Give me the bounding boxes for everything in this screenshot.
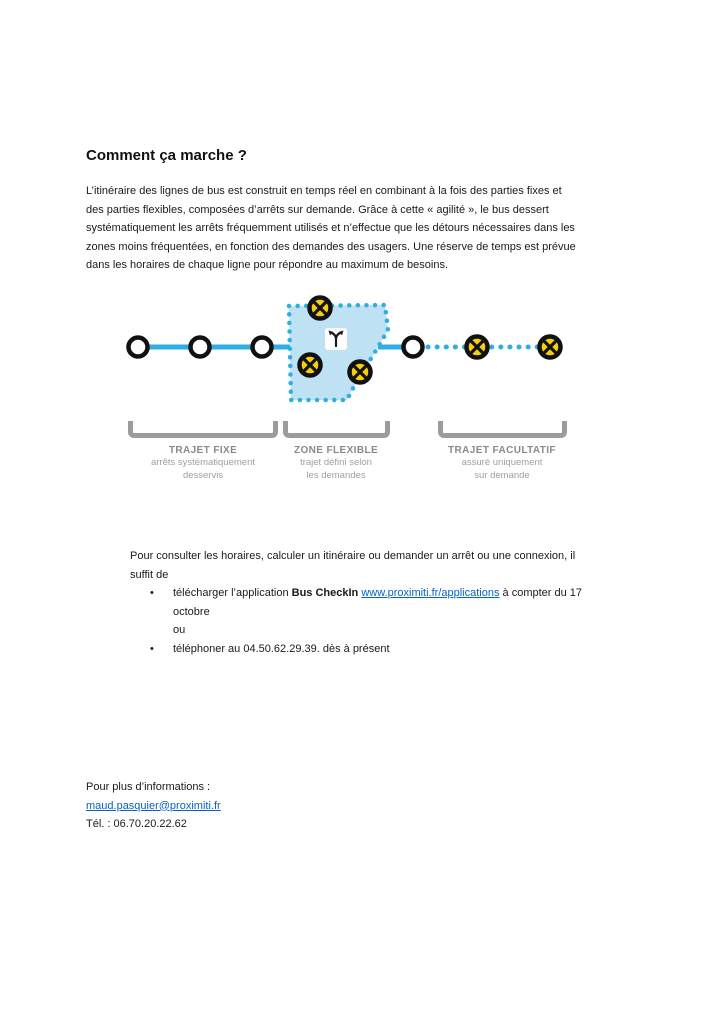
fixed-stop [253,338,272,357]
applications-link[interactable]: www.proximiti.fr/applications [361,587,500,599]
legend-zone-flexible [256,444,416,482]
fixed-stop [404,338,423,357]
legend-bracket [438,421,567,438]
page-title: Comment ça marche ? [86,147,247,164]
legend-title: TRAJET FIXE [168,445,238,456]
intro-line: L’itinéraire des lignes de bus est construit en temps réel en combinant à la fois des parties fixes et [86,185,562,197]
route-fork-icon [325,328,347,350]
bullet-or: ou [173,624,186,636]
intro-line: zones moins fréquentées, en fonction des demandes des usagers. Une réserve de temps est prévue [86,240,576,253]
legend-trajet-facultatif [412,444,592,482]
on-demand-stop [300,355,321,376]
bullet-phone-line: téléphoner au 04.50.62.29.39. dès à présent [173,642,390,655]
instructions-section [130,547,660,658]
contact-heading: Pour plus d’informations : [86,781,211,793]
legend-subtitle-line: trajet défini selon [300,457,372,468]
intro-line: des parties flexibles, composées d’arrêts sur demande. Grâce à cette « agilité », le bus dessert [86,203,549,216]
legend-title: TRAJET FACULTATIF [448,445,556,456]
instructions-line: Pour consulter les horaires, calculer un itinéraire ou demander un arrêt ou une connexion, il [130,550,576,562]
legend-bracket [128,421,278,438]
app-name: Bus CheckIn [291,587,362,599]
legend-subtitle-line: les demandes [306,469,366,481]
bullet-item-app [130,584,660,640]
intro-line: dans les horaires de chaque ligne pour répondre au maximum de besoins. [86,259,448,272]
email-link[interactable]: maud.pasquier@proximiti.fr [86,799,221,812]
bullet-item-phone [130,640,660,659]
bullet-app-line [173,584,660,603]
legend-subtitle-line: sur demande [474,469,530,481]
bullet-app-suffix: à compter du 17 [499,587,583,599]
legend-subtitle-line: desservis [182,469,224,481]
on-demand-stop [467,337,488,358]
bullet-dot: • [150,587,154,599]
contact-section [86,778,221,834]
intro-line: systématiquement les arrêts fréquemment utilisés et n’effectue que les détours nécessaires dans les [86,222,575,235]
instructions-line: suffit de [130,568,169,581]
legend-subtitle-line: assuré uniquement [461,457,543,468]
fixed-stop [129,338,148,357]
bullet-app-prefix: télécharger l’application [173,587,292,599]
route-diagram [110,288,570,418]
bullet-dot: • [150,642,154,655]
on-demand-stop [310,298,331,319]
flexible-zone [289,305,388,400]
legend-bracket [283,421,390,438]
intro-paragraph [86,182,651,275]
bullet-app-wrap: octobre [173,605,210,618]
on-demand-stop [540,337,561,358]
fixed-stop [191,338,210,357]
legend-title: ZONE FLEXIBLE [293,445,379,456]
contact-phone: Tél. : 06.70.20.22.62 [86,818,187,830]
on-demand-stop [350,362,371,383]
legend-subtitle-line: arrêts systématiquement [150,457,255,468]
